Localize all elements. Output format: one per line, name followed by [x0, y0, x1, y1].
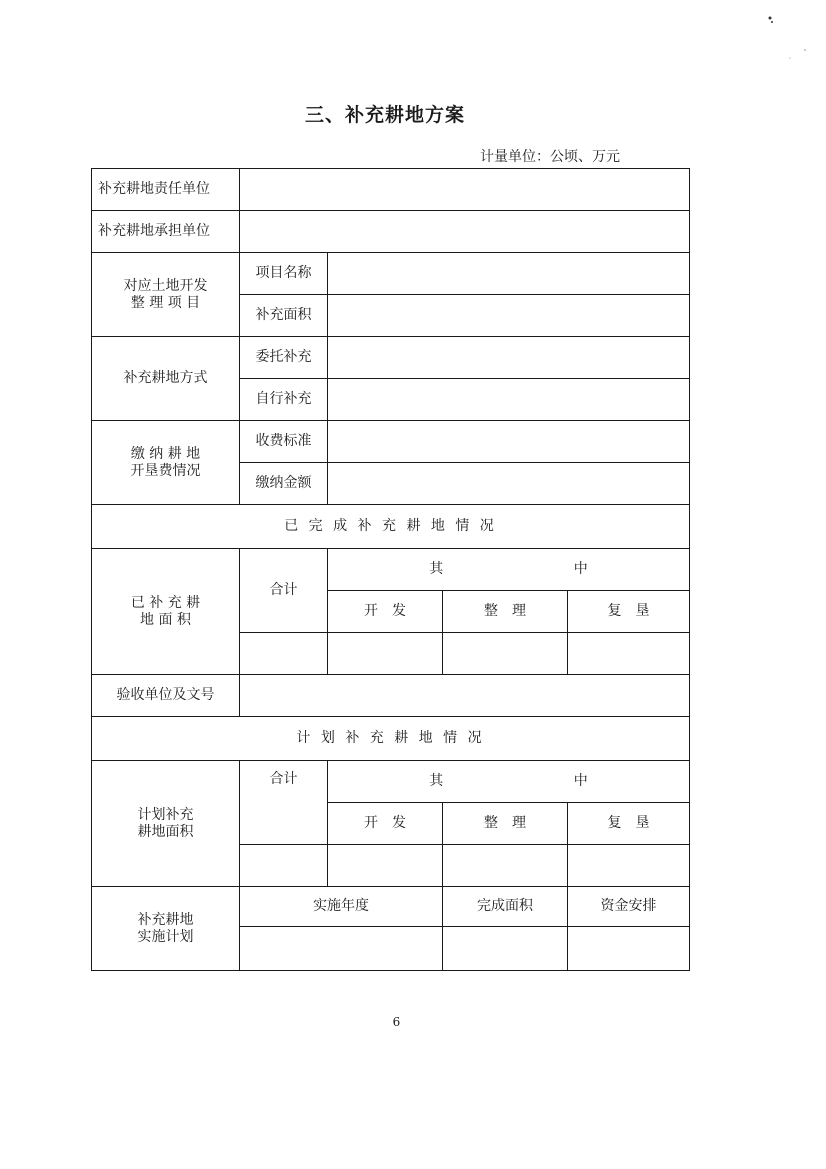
planned-area-label-line2: 耕地面积: [137, 823, 194, 840]
fee-label-line2: 开垦费情况: [130, 462, 201, 479]
entrusted-field[interactable]: [328, 337, 690, 379]
impl-completed-area-field[interactable]: [443, 927, 568, 971]
planned-total-label: 合计: [240, 761, 328, 845]
completed-area-label: [92, 549, 240, 675]
acceptance-field[interactable]: [240, 675, 690, 717]
planned-section-title: 计 划 补 充 耕 地 情 况: [92, 717, 690, 761]
completed-development-label: 开 发: [328, 591, 443, 633]
completed-section-title: 已 完 成 补 充 耕 地 情 况: [92, 505, 690, 549]
completed-total-label: 合计: [240, 549, 328, 633]
impl-year-label: 实施年度: [240, 887, 443, 927]
completed-reclamation-field[interactable]: [568, 633, 690, 675]
completed-of-which: [328, 549, 690, 591]
completed-of-which-1: 其: [429, 561, 444, 578]
supplement-area-field[interactable]: [328, 295, 690, 337]
completed-total-field[interactable]: [240, 633, 328, 675]
completed-consolidation-label: 整 理: [443, 591, 568, 633]
undertaking-unit-label: 补充耕地承担单位: [92, 211, 240, 253]
land-project-label-line2: 整 理 项 目: [130, 294, 201, 311]
method-label: 补充耕地方式: [92, 337, 240, 421]
completed-consolidation-field[interactable]: [443, 633, 568, 675]
fee-amount-label: 缴纳金额: [240, 463, 328, 505]
planned-development-field[interactable]: [328, 845, 443, 887]
planned-consolidation-label: 整 理: [443, 803, 568, 845]
land-project-label-line1: 对应土地开发: [123, 277, 208, 294]
impl-funds-field[interactable]: [568, 927, 690, 971]
project-name-field[interactable]: [328, 253, 690, 295]
completed-of-which-2: 中: [573, 561, 588, 578]
impl-year-field[interactable]: [240, 927, 443, 971]
planned-of-which-1: 其: [429, 773, 444, 790]
planned-area-label: [92, 761, 240, 887]
fee-amount-field[interactable]: [328, 463, 690, 505]
project-name-label: 项目名称: [240, 253, 328, 295]
planned-reclamation-label: 复 垦: [568, 803, 690, 845]
self-field[interactable]: [328, 379, 690, 421]
planned-total-field[interactable]: [240, 845, 328, 887]
impl-funds-label: 资金安排: [568, 887, 690, 927]
self-label: 自行补充: [240, 379, 328, 421]
planned-of-which: [328, 761, 690, 803]
planned-development-label: 开 发: [328, 803, 443, 845]
completed-reclamation-label: 复 垦: [568, 591, 690, 633]
supplement-area-label: 补充面积: [240, 295, 328, 337]
responsible-unit-field[interactable]: [240, 169, 690, 211]
acceptance-label: 验收单位及文号: [92, 675, 240, 717]
completed-area-label-line1: 已 补 充 耕: [130, 594, 201, 611]
supplement-farmland-form: [91, 168, 690, 971]
planned-consolidation-field[interactable]: [443, 845, 568, 887]
completed-area-label-line2: 地 面 积: [140, 611, 191, 628]
fee-label: [92, 421, 240, 505]
impl-plan-label-line1: 补充耕地: [137, 911, 194, 928]
entrusted-label: 委托补充: [240, 337, 328, 379]
impl-plan-label: [92, 887, 240, 971]
page-number: 6: [392, 1015, 401, 1029]
impl-plan-label-line2: 实施计划: [137, 928, 194, 945]
planned-area-label-line1: 计划补充: [137, 806, 194, 823]
impl-completed-area-label: 完成面积: [443, 887, 568, 927]
fee-standard-label: 收费标准: [240, 421, 328, 463]
fee-label-line1: 缴 纳 耕 地: [130, 445, 201, 462]
fee-standard-field[interactable]: [328, 421, 690, 463]
unit-note: 计量单位：公顷、万元: [480, 149, 620, 165]
completed-development-field[interactable]: [328, 633, 443, 675]
undertaking-unit-field[interactable]: [240, 211, 690, 253]
page-title: 三、补充耕地方案: [304, 104, 465, 126]
land-project-label: [92, 253, 240, 337]
responsible-unit-label: 补充耕地责任单位: [92, 169, 240, 211]
planned-reclamation-field[interactable]: [568, 845, 690, 887]
planned-of-which-2: 中: [573, 773, 588, 790]
